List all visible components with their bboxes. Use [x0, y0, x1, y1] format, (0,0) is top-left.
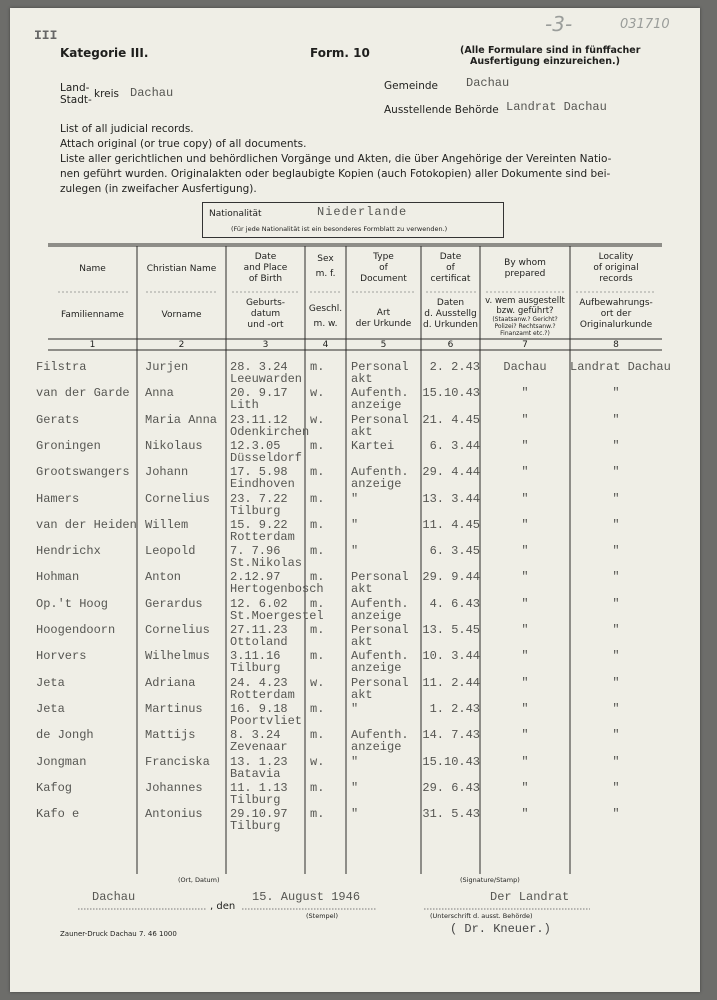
col-number: 6: [447, 340, 454, 350]
cell-place: Hertogenbosch: [230, 582, 324, 597]
cell-name: Grootswangers: [36, 465, 130, 480]
cell-loc: ": [612, 728, 620, 743]
header-line: Finanzamt etc.?): [500, 330, 550, 337]
cell-place: Tilburg: [230, 503, 281, 518]
cell-place: Tilburg: [230, 661, 281, 676]
cell-loc: ": [612, 465, 620, 480]
cell-date: 27.11.23: [230, 623, 288, 637]
header-line: records: [599, 274, 633, 284]
cell-date: 17. 5.98: [230, 465, 288, 480]
footer-den: , den: [210, 901, 236, 912]
cell-date: 16. 9.18: [230, 701, 288, 716]
nationality-label: Nationalität: [209, 209, 262, 219]
cell-name: Hamers: [36, 491, 80, 506]
cell-doc1: Personal: [351, 360, 409, 374]
signature-label: (Signature/Stamp): [460, 876, 520, 884]
cell-cert: 1. 2.43: [429, 701, 480, 716]
cell-loc: ": [612, 807, 620, 822]
cell-date: 20. 9.17: [230, 386, 288, 401]
cell-sex: m.: [310, 596, 325, 611]
cell-sex: m.: [310, 544, 325, 559]
signer-name: ( Dr. Kneuer.): [450, 922, 551, 936]
header-line: Document: [360, 274, 407, 284]
cell-date: 28. 3.24: [230, 360, 288, 374]
header-line: Originalurkunde: [579, 320, 653, 330]
cell-by: ": [521, 491, 529, 506]
col2-header-en: Christian Name: [146, 264, 217, 274]
cell-sex: m.: [310, 465, 325, 480]
cell-date: 11. 1.13: [230, 780, 288, 795]
cell-doc1: ": [351, 517, 359, 532]
cell-sex: m.: [310, 807, 325, 822]
cell-place: Lith: [230, 398, 259, 413]
form-number: Form. 10: [310, 46, 370, 60]
cell-sex: m.: [310, 728, 325, 743]
cell-place: St.Moergestel: [230, 608, 324, 623]
cell-loc: ": [612, 675, 620, 690]
cell-doc2: akt: [351, 372, 373, 386]
cell-first: Johann: [145, 465, 189, 480]
cell-date: 13. 1.23: [230, 754, 288, 769]
cell-cert: 10. 3.44: [422, 649, 480, 664]
cell-place: Ottoland: [230, 635, 288, 649]
header-line: m. f.: [315, 269, 336, 279]
cell-loc: ": [612, 701, 620, 716]
cell-cert: 29. 4.44: [422, 465, 480, 480]
cell-doc1: Aufenth.: [351, 386, 409, 401]
cell-doc1: ": [351, 754, 359, 769]
header-line: datum: [250, 309, 281, 319]
cell-by: ": [521, 649, 529, 664]
cell-by: ": [521, 544, 529, 559]
cell-date: 2.12.97: [230, 570, 281, 585]
col-number: 8: [613, 340, 619, 350]
cell-by: ": [521, 807, 529, 822]
header-line: of original: [593, 263, 639, 273]
cell-name: Kafo e: [36, 807, 80, 822]
stamp-label: (Stempel): [306, 912, 339, 920]
cell-loc: Landrat Dachau: [570, 360, 671, 374]
cell-sex: m.: [310, 780, 325, 795]
cell-name: Groningen: [36, 438, 101, 453]
cell-place: Odenkirchen: [230, 424, 310, 439]
page-number: -3-: [545, 12, 573, 36]
cell-first: Cornelius: [145, 623, 210, 637]
cell-place: Zevenaar: [230, 740, 288, 755]
cell-doc1: Aufenth.: [351, 596, 409, 611]
cell-name: Gerats: [36, 412, 80, 427]
nationality-note: (Für jede Nationalität ist ein besonderes Formblatt zu verwenden.): [231, 225, 448, 233]
gemeinde-label: Gemeinde: [384, 80, 438, 92]
cell-loc: ": [612, 649, 620, 664]
cell-doc2: akt: [351, 424, 373, 439]
cell-name: Jeta: [36, 675, 65, 690]
cell-name: Jeta: [36, 701, 65, 716]
cell-place: Tilburg: [230, 792, 281, 807]
header-line: ort der: [600, 309, 632, 319]
cell-doc1: Personal: [351, 570, 409, 585]
header-line: Locality: [598, 252, 634, 262]
cell-place: Tilburg: [230, 819, 281, 834]
cell-loc: ": [612, 596, 620, 611]
cell-doc2: anzeige: [351, 661, 402, 676]
stadt-label: Stadt-: [60, 94, 92, 106]
cell-doc1: Aufenth.: [351, 649, 409, 664]
cell-cert: 13. 3.44: [422, 491, 480, 506]
col-number: 7: [522, 340, 528, 350]
header-line: Daten: [436, 298, 465, 308]
cell-cert: 4. 6.43: [429, 596, 480, 611]
cell-date: 29.10.97: [230, 807, 288, 822]
cell-first: Anna: [145, 386, 174, 401]
cell-cert: 29. 6.43: [422, 780, 480, 795]
cell-doc1: ": [351, 807, 359, 822]
cell-by: ": [521, 438, 529, 453]
cell-cert: 15.10.43: [422, 754, 480, 769]
cell-sex: w.: [310, 675, 325, 690]
cell-doc2: anzeige: [351, 398, 402, 413]
cell-cert: 13. 5.45: [422, 623, 480, 637]
cell-sex: w.: [310, 412, 325, 427]
cell-cert: 2. 2.43: [429, 360, 480, 374]
cell-name: van der Garde: [36, 386, 130, 401]
cell-first: Wilhelmus: [145, 649, 210, 664]
cell-doc1: Aufenth.: [351, 728, 409, 743]
cell-loc: ": [612, 544, 620, 559]
cell-name: de Jongh: [36, 728, 94, 743]
behoerde-value: Landrat Dachau: [506, 100, 607, 114]
cell-doc1: Personal: [351, 623, 409, 637]
notice-line-2: Ausfertigung einzureichen.): [470, 56, 620, 67]
cell-sex: m.: [310, 491, 325, 506]
header-line: and Place: [243, 263, 288, 273]
cell-by: ": [521, 412, 529, 427]
behoerde-label: Ausstellende Behörde: [384, 104, 499, 116]
header-line: Date: [254, 252, 277, 262]
cell-sex: w.: [310, 754, 325, 769]
cell-sex: m.: [310, 623, 325, 637]
cell-first: Jurjen: [145, 360, 189, 374]
header-line: Sex: [317, 254, 334, 264]
cell-doc1: Personal: [351, 412, 409, 427]
header-line: By whom: [504, 258, 546, 268]
col-number: 5: [380, 340, 387, 350]
cell-date: 15. 9.22: [230, 517, 288, 532]
cell-doc2: anzeige: [351, 477, 402, 492]
cell-by: ": [521, 517, 529, 532]
cell-loc: ": [612, 754, 620, 769]
notice-line-1: (Alle Formulare sind in fünffacher: [460, 45, 641, 56]
cell-first: Antonius: [145, 807, 203, 822]
cell-loc: ": [612, 412, 620, 427]
cell-place: Rotterdam: [230, 687, 295, 702]
cell-first: Cornelius: [145, 491, 210, 506]
cell-sex: w.: [310, 386, 325, 401]
land-label: Land-: [60, 82, 90, 94]
instruction-line: Liste aller gerichtlichen und behördlichen Vorgänge und Akten, die über Angehörige der Vereinten Natio-: [60, 153, 612, 165]
printer-imprint: Zauner-Druck Dachau 7. 46 1000: [60, 930, 177, 938]
header-line: Geburts-: [245, 298, 286, 308]
cell-sex: m.: [310, 517, 325, 532]
kreis-label: kreis: [94, 88, 120, 100]
instruction-line: zulegen (in zweifacher Ausfertigung).: [60, 183, 257, 195]
cell-place: Poortvliet: [230, 713, 303, 728]
header-line: Art: [376, 308, 391, 318]
cell-date: 3.11.16: [230, 649, 281, 664]
cell-first: Gerardus: [145, 596, 203, 611]
col-number: 3: [262, 340, 269, 350]
cell-sex: m.: [310, 570, 325, 585]
roman-numeral: III: [34, 28, 58, 43]
cell-name: Op.'t Hoog: [36, 596, 109, 611]
cell-by: ": [521, 596, 529, 611]
cell-place: Eindhoven: [230, 477, 295, 492]
cell-date: 23.11.12: [230, 412, 288, 427]
col1-header-de: Familienname: [61, 310, 124, 320]
cell-cert: 29. 9.44: [422, 570, 480, 585]
cell-date: 7. 7.96: [230, 544, 281, 559]
cell-by: ": [521, 465, 529, 480]
header-line: m. w.: [313, 319, 338, 329]
instruction-line: nen geführt wurden. Originalakten oder beglaubigte Kopien (auch Fotokopien) aller Dokumente sind bei-: [60, 168, 611, 180]
category-title: Kategorie III.: [60, 46, 149, 60]
header-line: Type: [373, 252, 394, 262]
cell-by: ": [521, 675, 529, 690]
col-number: 2: [178, 340, 185, 350]
cell-doc1: Aufenth.: [351, 465, 409, 480]
cell-doc2: akt: [351, 582, 373, 597]
header-line: of: [446, 263, 455, 273]
place-date-label: (Ort, Datum): [178, 876, 220, 884]
cell-place: Düsseldorf: [230, 450, 303, 465]
cell-name: Jongman: [36, 754, 87, 769]
cell-name: Hendrichx: [36, 544, 101, 559]
cell-name: Hohman: [36, 570, 80, 585]
cell-by: ": [521, 623, 529, 637]
cell-name: Filstra: [36, 360, 87, 374]
cell-by: ": [521, 728, 529, 743]
instruction-line: List of all judicial records.: [60, 123, 194, 135]
footer-place: Dachau: [92, 890, 136, 904]
cell-first: Franciska: [145, 754, 210, 769]
instruction-line: Attach original (or true copy) of all documents.: [60, 138, 307, 150]
authority-label: (Unterschrift d. ausst. Behörde): [430, 912, 533, 920]
cell-doc1: Kartei: [351, 438, 395, 453]
header-line: (Staatsanw.? Gericht?: [492, 316, 558, 323]
cell-date: 12.3.05: [230, 438, 281, 453]
cell-cert: 6. 3.44: [429, 438, 480, 453]
cell-by: ": [521, 780, 529, 795]
col-number: 4: [322, 340, 329, 350]
cell-cert: 15.10.43: [422, 386, 480, 401]
cell-date: 12. 6.02: [230, 596, 288, 611]
cell-place: Leeuwarden: [230, 372, 303, 386]
cell-cert: 14. 7.43: [422, 728, 480, 743]
header-line: d. Ausstellg: [424, 309, 477, 319]
header-line: Geschl.: [308, 304, 343, 314]
kreis-value: Dachau: [130, 86, 174, 100]
cell-loc: ": [612, 438, 620, 453]
cell-by: ": [521, 701, 529, 716]
header-line: Polizei? Rechtsanw.?: [494, 323, 556, 330]
cell-first: Adriana: [145, 675, 196, 690]
cell-loc: ": [612, 386, 620, 401]
footer-lines: [10, 8, 700, 992]
cell-date: 8. 3.24: [230, 728, 281, 743]
cell-first: Anton: [145, 570, 182, 585]
col1-header-en: Name: [79, 264, 106, 274]
cell-doc2: akt: [351, 687, 373, 702]
cell-date: 24. 4.23: [230, 675, 288, 690]
signer-title: Der Landrat: [490, 890, 570, 904]
gemeinde-value: Dachau: [466, 76, 510, 90]
cell-sex: m.: [310, 438, 325, 453]
cell-by: Dachau: [503, 360, 547, 374]
cell-doc2: anzeige: [351, 740, 402, 755]
header-line: bzw. geführt?: [496, 306, 554, 316]
footer-date: 15. August 1946: [252, 890, 361, 904]
cell-name: van der Heiden: [36, 517, 137, 532]
cell-place: St.Nikolas: [230, 556, 303, 571]
cell-first: Mattijs: [145, 728, 196, 743]
cell-doc1: ": [351, 701, 359, 716]
cell-first: Maria Anna: [145, 412, 218, 427]
cell-cert: 6. 3.45: [429, 544, 480, 559]
cell-place: Batavia: [230, 766, 281, 781]
cell-name: Hoogendoorn: [36, 623, 116, 637]
cell-first: Martinus: [145, 701, 203, 716]
header-line: certificat: [430, 274, 471, 284]
header-line: v. wem ausgestellt: [485, 296, 565, 306]
cell-doc1: ": [351, 491, 359, 506]
col2-header-de: Vorname: [161, 310, 202, 320]
cell-loc: ": [612, 517, 620, 532]
header-line: of Birth: [248, 274, 283, 284]
cell-by: ": [521, 754, 529, 769]
cell-doc2: akt: [351, 635, 373, 649]
header-line: der Urkunde: [355, 319, 412, 329]
cell-first: Leopold: [145, 544, 196, 559]
form-sheet: [10, 8, 700, 992]
cell-sex: m.: [310, 649, 325, 664]
header-line: d. Urkunden: [422, 320, 479, 330]
header-line: of: [379, 263, 388, 273]
cell-loc: ": [612, 570, 620, 585]
cell-sex: m.: [310, 360, 325, 374]
handwritten-reference: 031710: [620, 17, 670, 32]
cell-name: Kafog: [36, 780, 73, 795]
cell-loc: ": [612, 623, 620, 637]
cell-cert: 11. 2.44: [422, 675, 480, 690]
header-line: Aufbewahrungs-: [579, 298, 653, 308]
cell-place: Rotterdam: [230, 529, 295, 544]
cell-doc1: Personal: [351, 675, 409, 690]
cell-loc: ": [612, 780, 620, 795]
cell-by: ": [521, 386, 529, 401]
cell-date: 23. 7.22: [230, 491, 288, 506]
cell-cert: 21. 4.45: [422, 412, 480, 427]
cell-first: Willem: [145, 517, 189, 532]
nationality-value: Niederlande: [317, 205, 408, 219]
cell-loc: ": [612, 491, 620, 506]
cell-name: Horvers: [36, 649, 87, 664]
cell-doc2: anzeige: [351, 608, 402, 623]
header-line: und -ort: [247, 320, 284, 330]
cell-by: ": [521, 570, 529, 585]
cell-doc1: ": [351, 544, 359, 559]
cell-cert: 11. 4.45: [422, 517, 480, 532]
cell-first: Johannes: [145, 780, 203, 795]
cell-sex: m.: [310, 701, 325, 716]
header-line: Date: [439, 252, 462, 262]
header-line: prepared: [504, 269, 546, 279]
col-number: 1: [89, 340, 96, 350]
cell-first: Nikolaus: [145, 438, 203, 453]
cell-doc1: ": [351, 780, 359, 795]
cell-cert: 31. 5.43: [422, 807, 480, 822]
